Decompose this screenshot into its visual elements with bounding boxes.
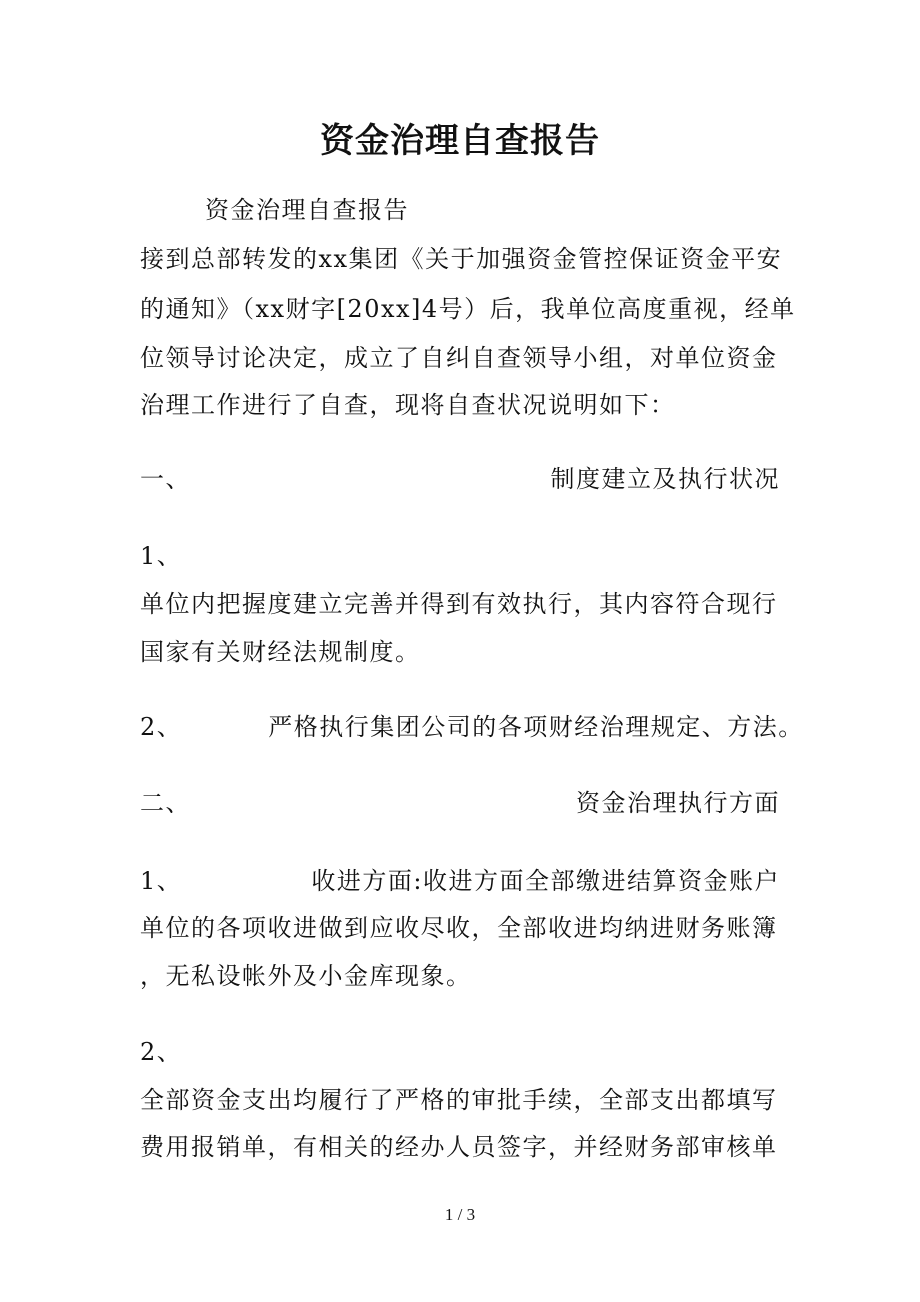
intro-line-3: 位领导讨论决定，成立了自纠自查领导小组，对单位资金 — [140, 344, 778, 372]
section-2-item-1-text: 收进方面:收进方面全部缴进结算资金账户 — [311, 867, 780, 895]
section-2-item-1-line-2: ，无私设帐外及小金库现象。 — [140, 962, 472, 990]
section-2-heading — [140, 787, 780, 819]
section-2-item-1-number: 1、 — [140, 867, 183, 895]
section-1-heading — [140, 463, 780, 495]
section-1-item-1-number: 1、 — [140, 542, 183, 570]
section-2-number: 二、 — [140, 789, 191, 817]
section-1-item-2-text: 严格执行集团公司的各项财经治理规定、方法。 — [268, 713, 804, 741]
section-2-item-2-number: 2、 — [140, 1038, 183, 1066]
section-1-item-2 — [140, 711, 804, 743]
document-subtitle: 资金治理自查报告 — [205, 196, 409, 224]
section-2-item-2-line-1: 全部资金支出均履行了严格的审批手续，全部支出都填写 — [140, 1086, 778, 1114]
section-2-item-1-line-1: 单位的各项收进做到应收尽收，全部收进均纳进财务账簿 — [140, 914, 778, 942]
document-title: 资金治理自查报告 — [320, 121, 600, 161]
intro-line-1: 接到总部转发的xx集团《关于加强资金管控保证资金平安 — [140, 245, 783, 273]
section-1-number: 一、 — [140, 465, 191, 493]
section-1-item-2-number: 2、 — [140, 713, 183, 741]
intro-line-2: 的通知》（xx财字[20xx]4号）后，我单位高度重视，经单 — [140, 295, 796, 323]
section-1-title: 制度建立及执行状况 — [550, 465, 780, 493]
section-2-title: 资金治理执行方面 — [576, 789, 780, 817]
section-1-item-1-line-2: 国家有关财经法规制度。 — [140, 638, 421, 666]
section-2-item-2-line-2: 费用报销单，有相关的经办人员签字，并经财务部审核单 — [140, 1133, 778, 1161]
section-2-item-1 — [140, 865, 780, 897]
section-1-item-1-line-1: 单位内把握度建立完善并得到有效执行，其内容符合现行 — [140, 590, 778, 618]
intro-line-4: 治理工作进行了自查，现将自查状况说明如下： — [140, 391, 676, 419]
page-number: 1 / 3 — [444, 1205, 476, 1224]
